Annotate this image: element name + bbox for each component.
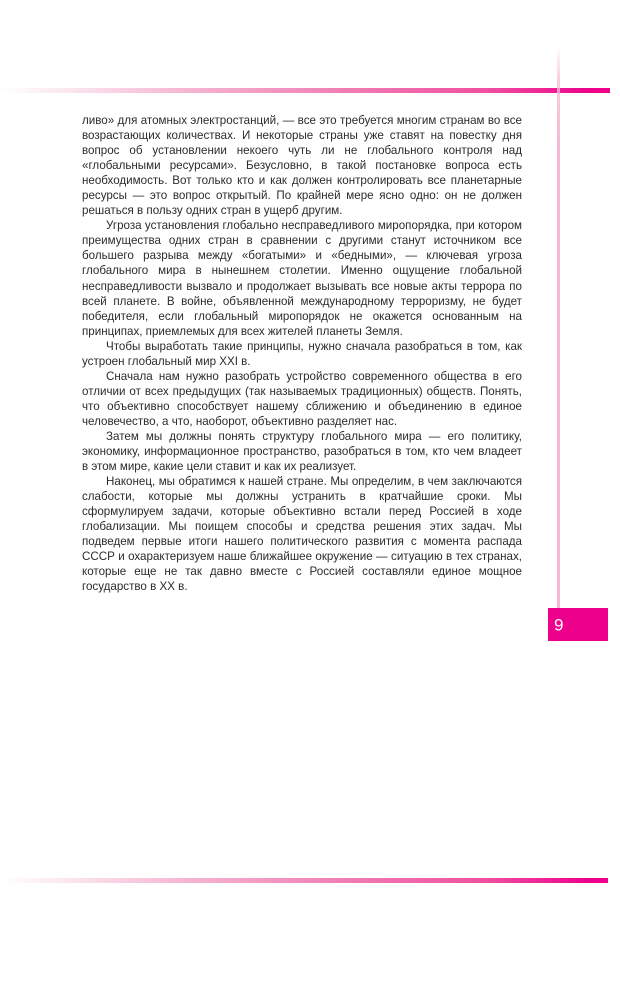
paragraph: Наконец, мы обратимся к нашей стране. Мы определим, в чем заключаются слабости, которые мы должны устранить в кратчайшие сроки. Мы сформулируем задачи, которые объективно встали перед Россией в ходе глобализации. Мы поищем способы и средства решения этих задач. Мы подведем первые итоги нашего политического развития с момента распада СССР и охарактеризуем наше ближайшее окружение — ситуацию в тех странах, которые еще не так давно вместе с Россией составляли единое мощное государство в XX в. <box>82 475 522 594</box>
paragraph: Угроза установления глобально несправедливого миропорядка, при котором преимущества одних стран в сравнении с другими станут источником все большего разрыва между «богатыми» и «бедными», — ключевая угроза глобального мира в нынешнем столетии. Именно ощущение глобальной несправедливости вызвало и продолжает вызывать все новые акты террора по всей планете. В войне, объявленной международному терроризму, не будет победителя, если глобальный миропорядок не окажется основанным на принципах, приемлемых для всех жителей планеты Земля. <box>82 219 522 338</box>
paragraph: Чтобы выработать такие принципы, нужно сначала разобраться в том, как устроен глобальный мир XXI в. <box>82 339 522 368</box>
body-text-column <box>82 113 522 595</box>
page-number-badge <box>548 608 608 641</box>
bottom-decorative-rule <box>0 878 608 883</box>
paragraph: ливо» для атомных электростанций, — все это требуется многим странам во все возрастающих количествах. И некоторые страны уже ставят на повестку дня вопрос об установлении некоего чуть ли не глобального контроля над «глобальными ресурсами». Безусловно, в такой постановке вопроса есть необходимость. Вот только кто и как должен контролировать все планетарные ресурсы — это вопрос открытый. По крайней мере ясно одно: он не должен решаться в пользу одних стран в ущерб другим. <box>82 114 522 218</box>
vertical-decorative-rule <box>557 46 560 608</box>
paragraph: Сначала нам нужно разобрать устройство современного общества в его отличии от всех предыдущих (так называемых традиционных) обществ. Понять, что объективно способствует нашему сближению и объединению в единое человечество, а что, наоборот, объективно разделяет нас. <box>82 369 522 428</box>
top-decorative-rule <box>0 88 610 93</box>
paragraph: Затем мы должны понять структуру глобального мира — его политику, экономику, информационное пространство, разобраться в том, кто чем владеет в этом мире, какие цели ставит и как их реализует. <box>82 429 522 474</box>
page-number-label: 9 <box>554 615 564 634</box>
